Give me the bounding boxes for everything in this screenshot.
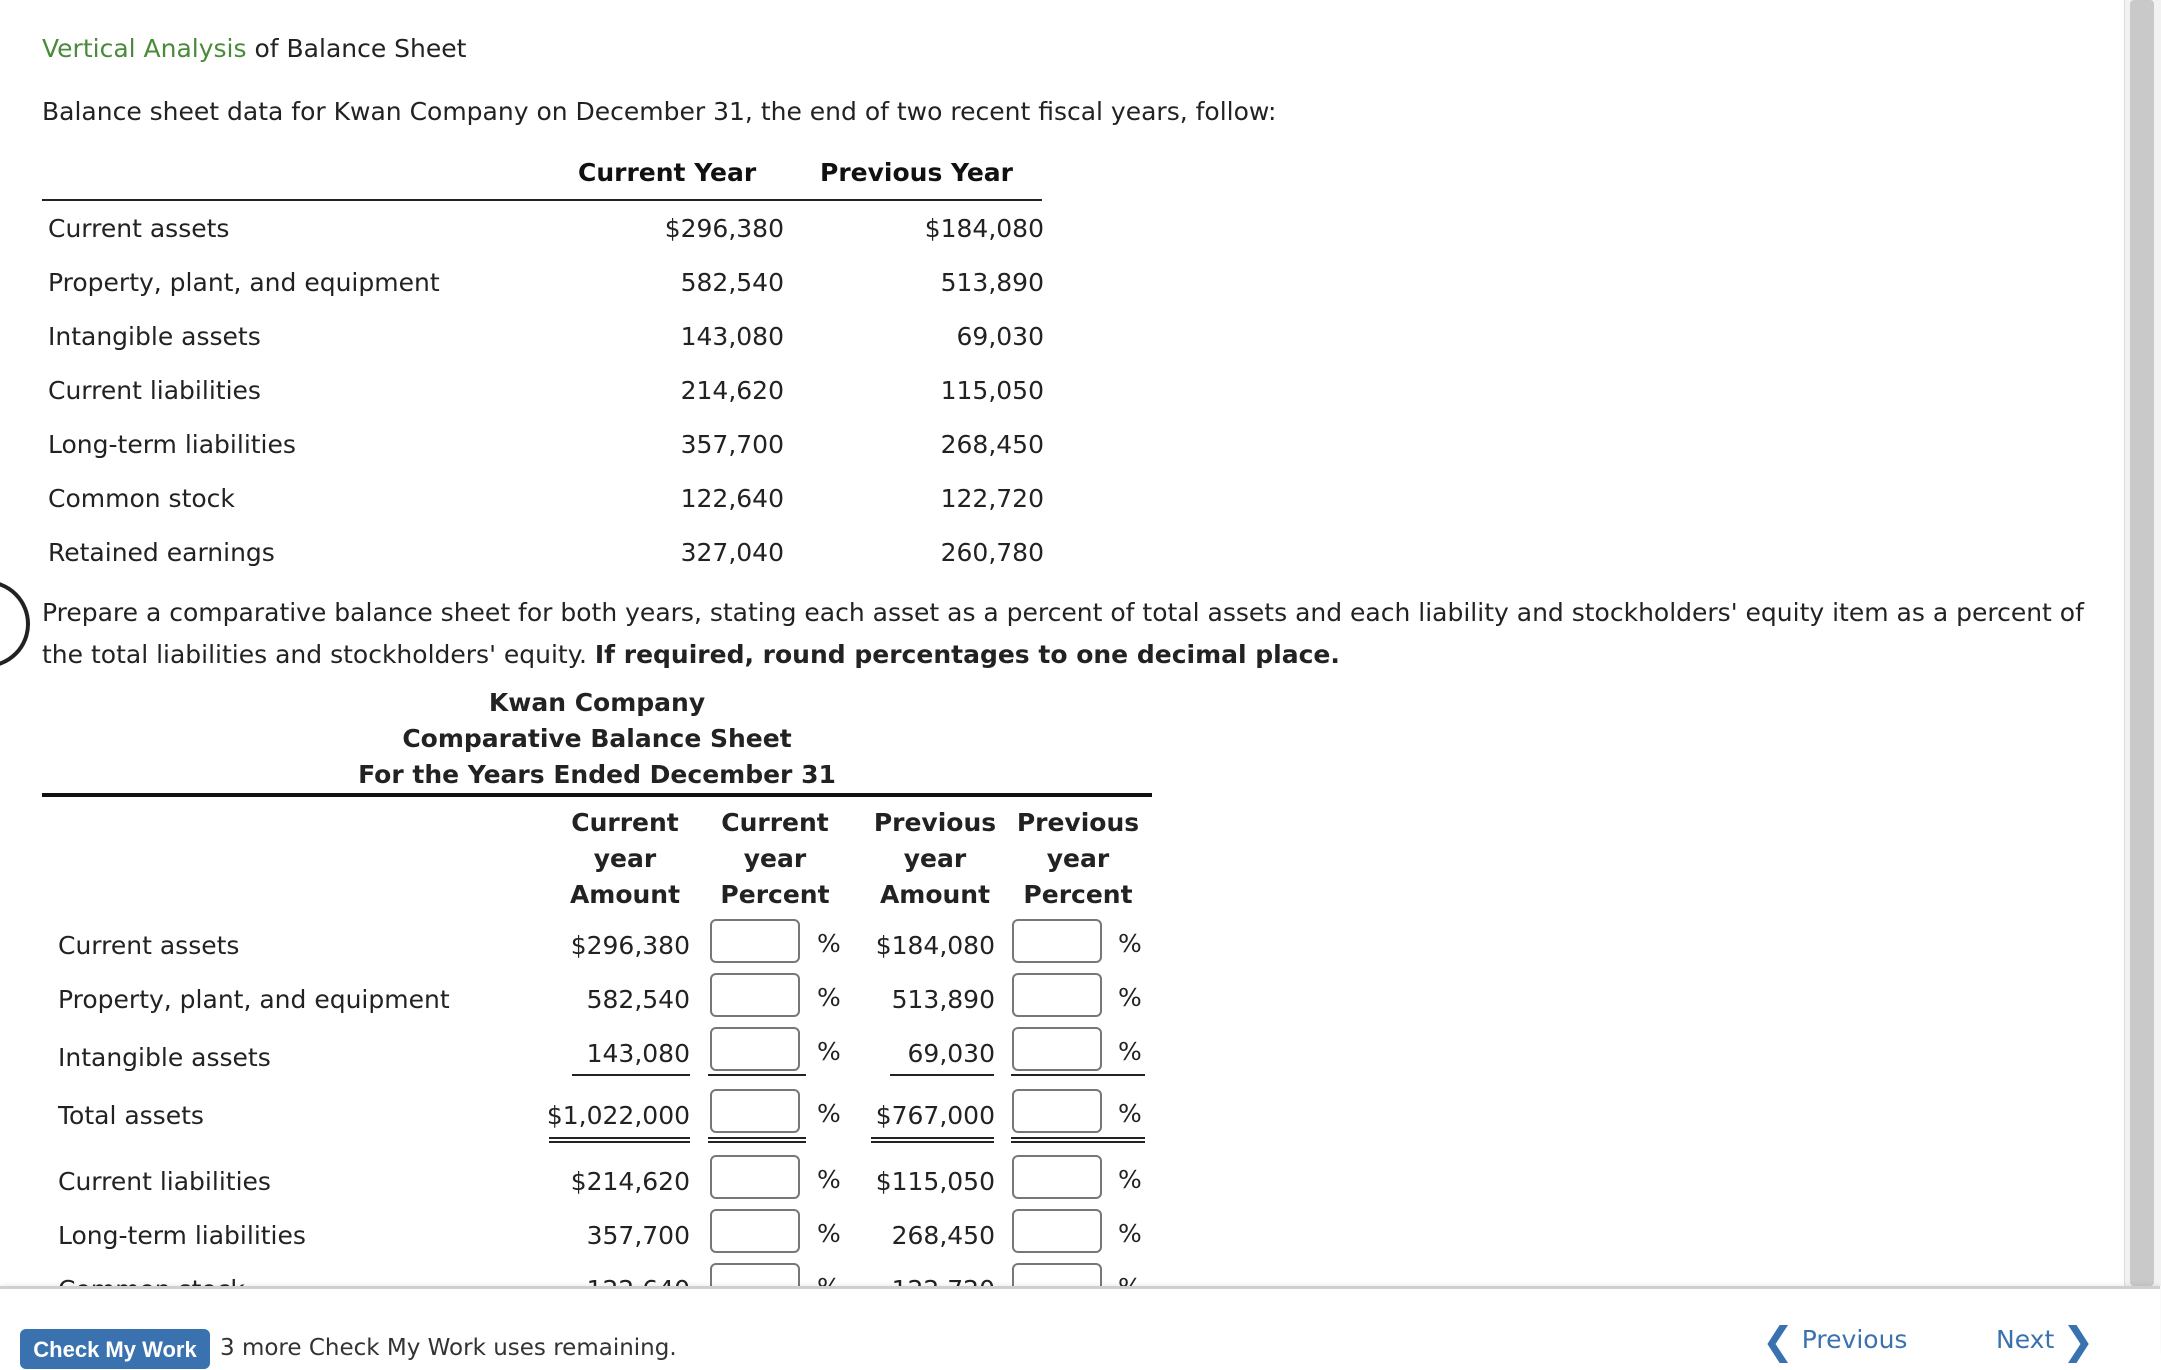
instructions-bold: If required, round percentages to one decimal place.	[594, 640, 1340, 669]
total-double-rule	[871, 1137, 994, 1143]
py-percent-input[interactable]	[1012, 1027, 1102, 1071]
cy-amount: $1,022,000	[546, 1101, 690, 1130]
report-row-current-liabilities	[58, 1155, 1158, 1205]
col-header-current-year: Current Year	[578, 158, 757, 187]
subtotal-rule	[890, 1074, 994, 1076]
row-label: Current liabilities	[58, 1167, 271, 1196]
cy-amount: $296,380	[570, 931, 690, 960]
current-value: 327,040	[680, 538, 784, 567]
report-period: For the Years Ended December 31	[358, 760, 836, 789]
py-amount: $767,000	[875, 1101, 995, 1130]
report-statement: Comparative Balance Sheet	[402, 724, 792, 753]
row-label: Current assets	[58, 931, 240, 960]
subtotal-rule	[572, 1074, 690, 1076]
cy-percent-input[interactable]	[710, 1089, 800, 1133]
step-marker-icon	[0, 580, 30, 668]
py-percent-input[interactable]	[1012, 1155, 1102, 1199]
cy-percent-input[interactable]	[710, 973, 800, 1017]
percent-sign: %	[1118, 1099, 1142, 1128]
previous-value: 513,890	[940, 268, 1044, 297]
report-row-intangible-assets	[58, 1027, 1158, 1077]
py-percent-input[interactable]	[1012, 919, 1102, 963]
percent-sign: %	[1118, 929, 1142, 958]
py-percent-input[interactable]	[1012, 1209, 1102, 1253]
current-value: 143,080	[680, 322, 784, 351]
report-row-ppe	[58, 973, 1158, 1023]
row-label: Intangible assets	[48, 322, 261, 351]
current-value: 122,640	[680, 484, 784, 513]
py-amount: 268,450	[891, 1221, 995, 1250]
current-value: $296,380	[664, 214, 784, 243]
previous-value: 122,720	[940, 484, 1044, 513]
check-my-work-button[interactable]: Check My Work	[20, 1329, 210, 1369]
percent-sign: %	[817, 1165, 841, 1194]
row-label: Intangible assets	[58, 1043, 271, 1072]
py-amount: 513,890	[891, 985, 995, 1014]
col-header-previous-year: Previous Year	[820, 158, 1013, 187]
row-label: Property, plant, and equipment	[58, 985, 450, 1014]
current-value: 582,540	[680, 268, 784, 297]
percent-sign: %	[817, 1037, 841, 1066]
percent-sign: %	[817, 983, 841, 1012]
report-company: Kwan Company	[488, 688, 706, 717]
total-double-rule	[1011, 1137, 1145, 1143]
data-row	[48, 538, 1044, 578]
total-double-rule	[549, 1137, 690, 1143]
intro-text: Balance sheet data for Kwan Company on December 31, the end of two recent fiscal years, follow:	[42, 97, 1277, 126]
row-label: Current liabilities	[48, 376, 261, 405]
subtotal-rule	[708, 1074, 806, 1076]
percent-sign: %	[817, 1219, 841, 1248]
data-row	[48, 484, 1044, 524]
py-amount: $115,050	[875, 1167, 995, 1196]
row-label: Common stock	[48, 484, 235, 513]
col-header-cy-percent: Current year Percent	[720, 808, 830, 909]
current-value: 357,700	[680, 430, 784, 459]
footer-bar	[0, 1286, 2160, 1363]
py-percent-input[interactable]	[1012, 973, 1102, 1017]
vertical-analysis-link[interactable]: Vertical Analysis	[42, 34, 247, 63]
report-row-current-assets	[58, 919, 1158, 969]
percent-sign: %	[817, 929, 841, 958]
py-amount: 69,030	[907, 1039, 995, 1068]
py-amount: $184,080	[875, 931, 995, 960]
chevron-right-icon: ❯	[2062, 1319, 2095, 1363]
data-row	[48, 214, 1044, 254]
previous-value: 268,450	[940, 430, 1044, 459]
cy-percent-input[interactable]	[710, 1155, 800, 1199]
report-row-total-assets	[58, 1089, 1158, 1139]
percent-sign: %	[1118, 1219, 1142, 1248]
previous-value: 115,050	[940, 376, 1044, 405]
report-row-long-term-liabilities	[58, 1209, 1158, 1259]
instructions-text: Prepare a comparative balance sheet for both years, stating each asset as a percent of total assets and each liability and stockholders' equity item as a percent of the total liabilities and stockholders' equity.	[42, 598, 2084, 669]
current-value: 214,620	[680, 376, 784, 405]
percent-sign: %	[1118, 983, 1142, 1012]
previous-value: $184,080	[924, 214, 1044, 243]
cy-amount: $214,620	[570, 1167, 690, 1196]
percent-sign: %	[817, 1099, 841, 1128]
header-rule	[42, 199, 1042, 201]
row-label: Long-term liabilities	[48, 430, 296, 459]
cy-percent-input[interactable]	[710, 919, 800, 963]
row-label: Current assets	[48, 214, 230, 243]
percent-sign: %	[1118, 1165, 1142, 1194]
row-label: Retained earnings	[48, 538, 275, 567]
page-title	[42, 34, 466, 63]
data-row	[48, 376, 1044, 416]
row-label: Long-term liabilities	[58, 1221, 306, 1250]
col-header-py-amount: Previous year Amount	[873, 808, 997, 909]
cy-percent-input[interactable]	[710, 1209, 800, 1253]
report-rule	[42, 793, 1152, 797]
col-header-py-percent: Previous year Percent	[1016, 808, 1140, 909]
cy-amount: 357,700	[586, 1221, 690, 1250]
previous-button[interactable]	[1762, 1319, 1907, 1363]
scrollbar-thumb[interactable]	[2130, 0, 2154, 1286]
chevron-left-icon: ❮	[1762, 1319, 1794, 1363]
total-double-rule	[708, 1137, 806, 1143]
cy-amount: 143,080	[586, 1039, 690, 1068]
remaining-uses-text: 3 more Check My Work uses remaining.	[220, 1335, 677, 1361]
previous-value: 260,780	[940, 538, 1044, 567]
data-row	[48, 430, 1044, 470]
percent-sign: %	[1118, 1037, 1142, 1066]
previous-value: 69,030	[956, 322, 1044, 351]
instructions	[42, 592, 2102, 676]
py-percent-input[interactable]	[1012, 1089, 1102, 1133]
row-label: Property, plant, and equipment	[48, 268, 440, 297]
cy-percent-input[interactable]	[710, 1027, 800, 1071]
previous-label: Previous	[1801, 1325, 1908, 1354]
data-row	[48, 322, 1044, 362]
next-label: Next	[1996, 1325, 2055, 1354]
col-header-cy-amount: Current year Amount	[569, 808, 681, 909]
subtotal-rule	[1011, 1074, 1145, 1076]
title-rest: of Balance Sheet	[246, 34, 467, 63]
cy-amount: 582,540	[586, 985, 690, 1014]
next-button[interactable]	[1996, 1319, 2094, 1363]
row-label: Total assets	[58, 1101, 204, 1130]
data-row	[48, 268, 1044, 308]
